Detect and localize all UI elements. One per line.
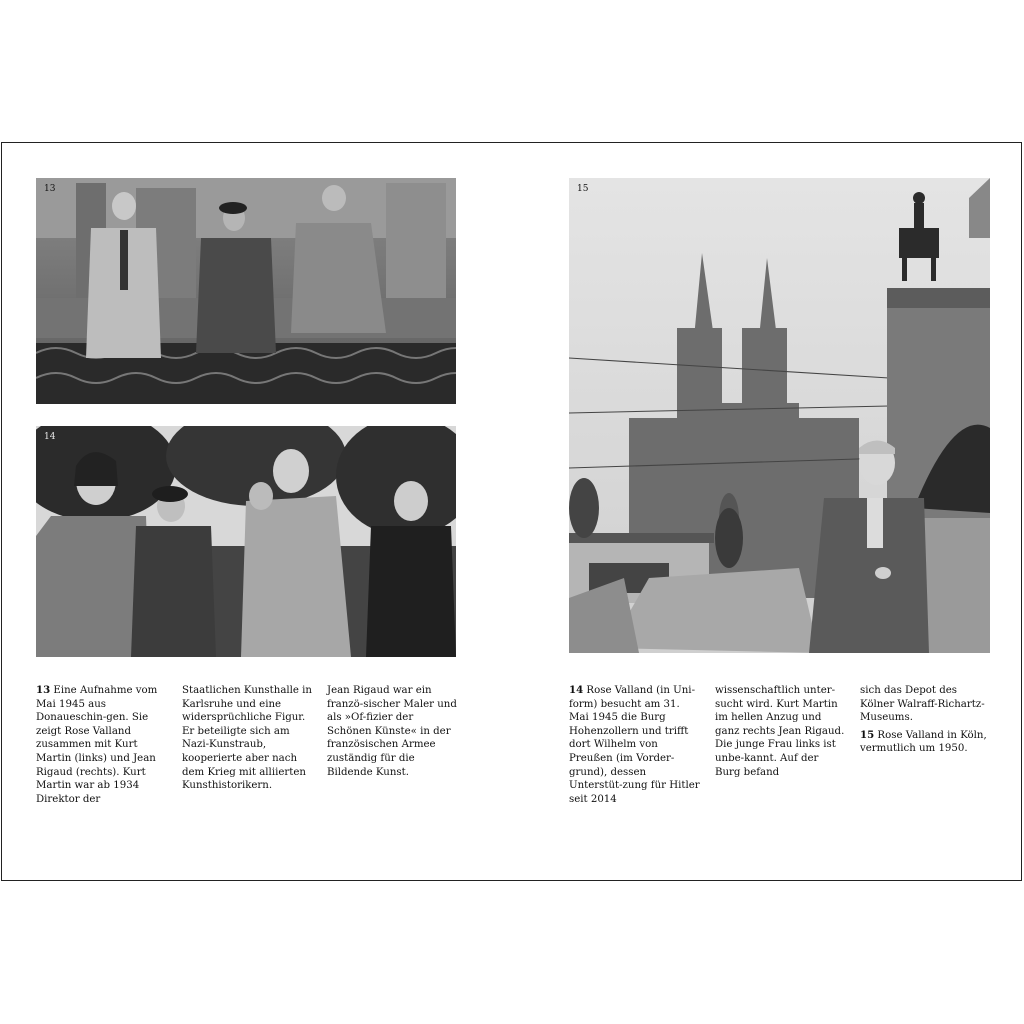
photo-13 — [36, 178, 456, 404]
plate-number-13: 13 — [44, 184, 56, 194]
caption-13-text-2: Staatlichen Kunsthalle in Karlsruhe und eine widersprüchliche Figur. Er beteiligte sich am Nazi-Kunstraub, kooperierte aber nach dem Krieg mit alliierten Kunsthistorikern. — [182, 685, 312, 792]
photo-14-image — [36, 426, 456, 657]
caption-15-number: 15 — [860, 728, 875, 741]
caption-14-col-3 — [860, 684, 992, 760]
plate-number-14: 14 — [44, 432, 56, 442]
caption-13-col-3 — [327, 684, 459, 783]
caption-14-text-1: Rose Valland (in Uni-form) besucht am 31. Mai 1945 die Burg Hohenzollern und trifft dort Wilhelm von Preußen (im Vorder-grund), dessen Unterstüt-zung für Hitler seit 2014 — [569, 685, 700, 805]
photo-15-image — [569, 178, 990, 653]
photo-13-image — [36, 178, 456, 404]
caption-14-col-1 — [569, 684, 701, 810]
caption-14-text-3: sich das Depot des Kölner Walraff-Richartz-Museums. — [860, 685, 985, 724]
plate-number-15: 15 — [577, 184, 589, 194]
caption-13-number: 13 — [36, 684, 51, 696]
caption-15-text: Rose Valland in Köln, vermutlich um 1950. — [860, 729, 987, 755]
caption-13-col-2 — [182, 684, 314, 797]
caption-13-text-1: Eine Aufnahme vom Mai 1945 aus Donaueschin-gen. Sie zeigt Rose Valland zusammen mit Kurt Martin (links) und Jean Rigaud (rechts). Kurt Martin war ab 1934 Direktor der — [36, 685, 158, 805]
caption-13-text-3: Jean Rigaud war ein franzö-sischer Maler und als »Of-fizier der Schönen Künste« in der französischen Armee zuständig für die Bildende Kunst. — [327, 685, 457, 778]
photo-15 — [569, 178, 990, 653]
caption-13-col-1 — [36, 684, 168, 810]
caption-14-col-2 — [715, 684, 847, 783]
photo-14 — [36, 426, 456, 657]
caption-14-text-2: wissenschaftlich unter-sucht wird. Kurt Martin im hellen Anzug und ganz rechts Jean Rigaud. Die junge Frau links ist unbe-kannt. Auf der Burg befand — [715, 685, 845, 778]
caption-14-number: 14 — [569, 684, 584, 696]
book-spread — [1, 142, 1022, 881]
